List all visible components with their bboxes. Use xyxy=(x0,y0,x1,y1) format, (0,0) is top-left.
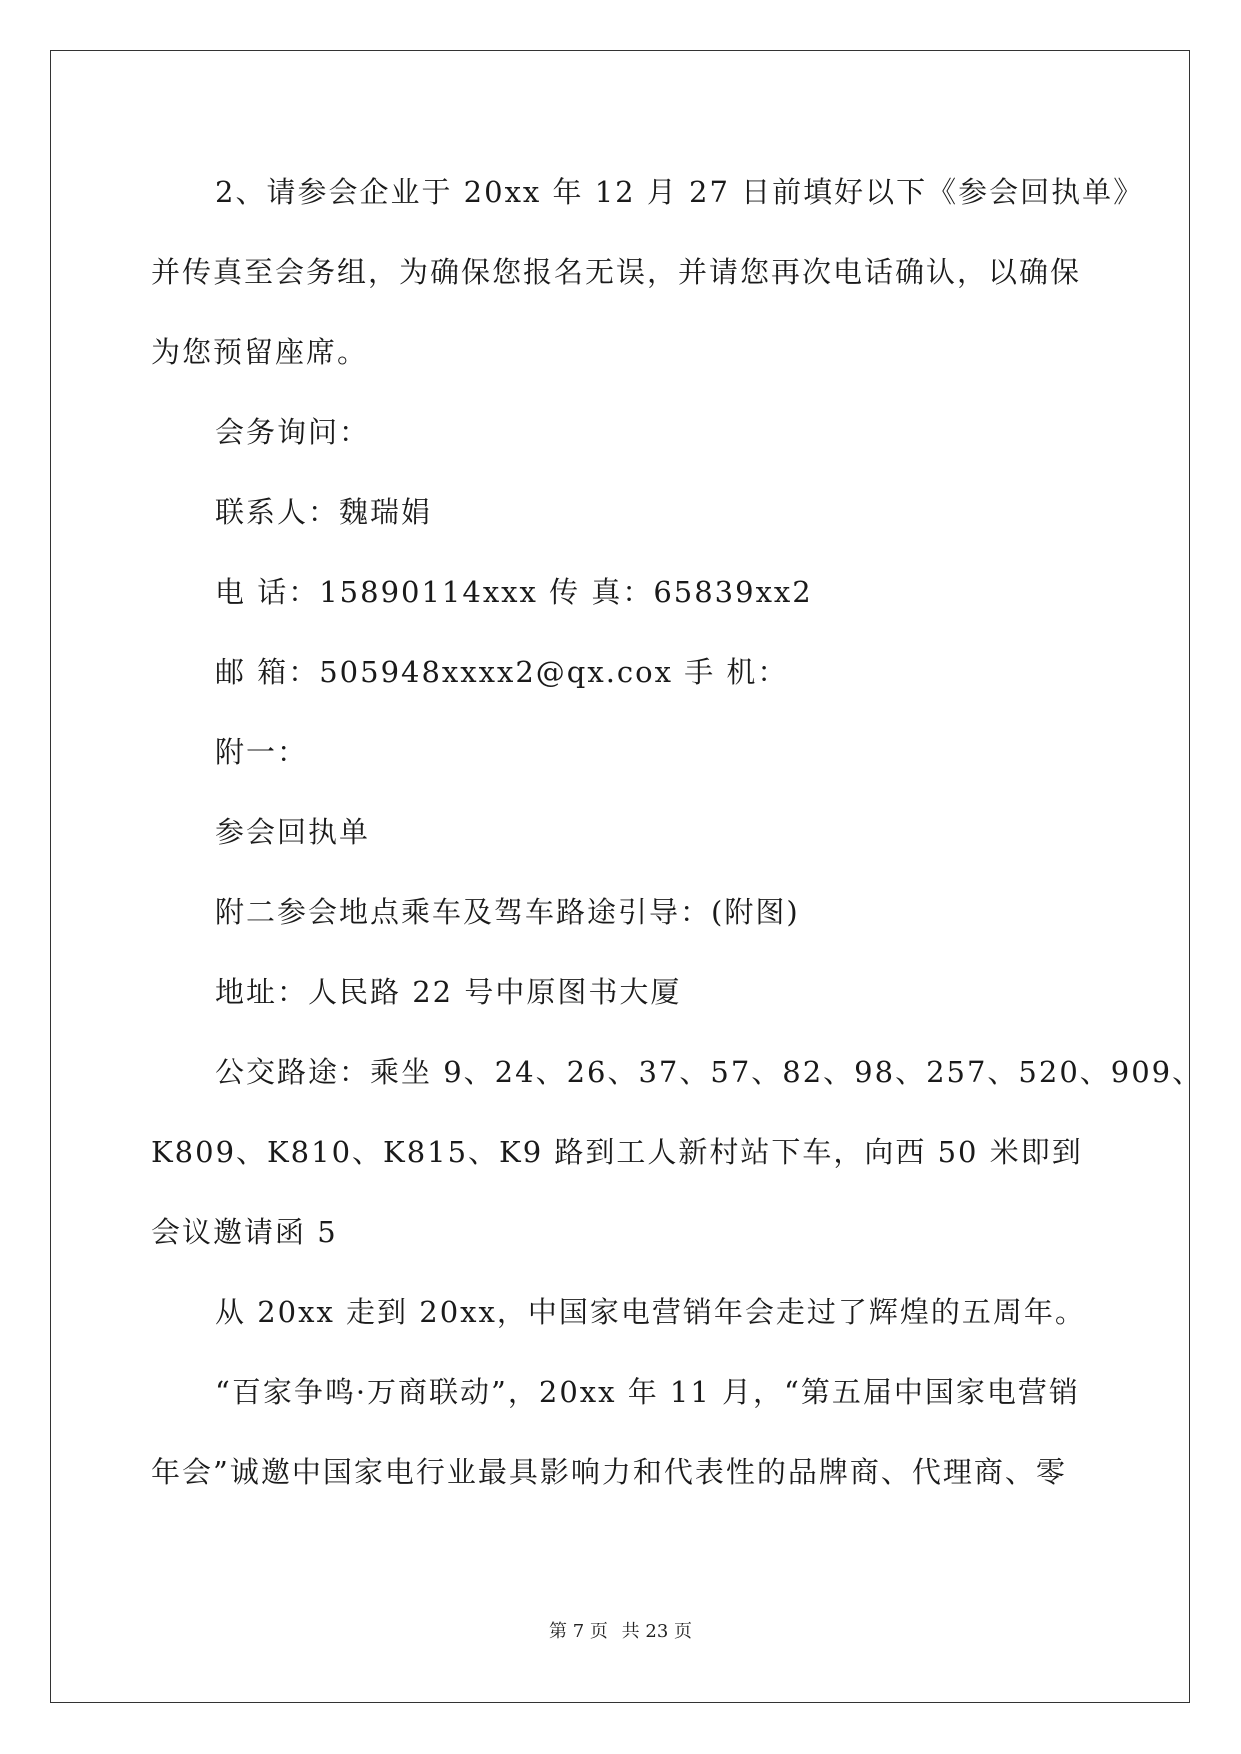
paragraph-line-10: 附二参会地点乘车及驾车路途引导：(附图) xyxy=(215,895,800,929)
paragraph-line-9: 参会回执单 xyxy=(215,815,371,849)
paragraph-line-3: 为您预留座席。 xyxy=(151,335,369,369)
paragraph-line-12: 公交路途：乘坐 9、24、26、37、57、82、98、257、520、909、 xyxy=(215,1055,1204,1089)
paragraph-line-7: 邮 箱：505948xxxx2@qx.cox 手 机： xyxy=(215,655,789,689)
page-number: 第 7 页 xyxy=(549,1621,608,1642)
paragraph-line-2: 并传真至会务组，为确保您报名无误，并请您再次电话确认，以确保 xyxy=(151,255,1082,289)
section-heading: 会议邀请函 5 xyxy=(151,1215,338,1249)
paragraph-line-13: K809、K810、K815、K9 路到工人新村站下车，向西 50 米即到 xyxy=(151,1135,1083,1169)
paragraph-line-5: 联系人：魏瑞娟 xyxy=(215,495,433,529)
total-pages: 共 23 页 xyxy=(621,1621,692,1642)
paragraph-line-17: 年会”诚邀中国家电行业最具影响力和代表性的品牌商、代理商、零 xyxy=(151,1455,1067,1489)
paragraph-line-8: 附一： xyxy=(215,735,309,769)
paragraph-line-16: “百家争鸣·万商联动”，20xx 年 11 月，“第五届中国家电营销 xyxy=(215,1375,1080,1409)
paragraph-line-11: 地址：人民路 22 号中原图书大厦 xyxy=(215,975,682,1009)
paragraph-line-1: 2、请参会企业于 20xx 年 12 月 27 日前填好以下《参会回执单》 xyxy=(215,175,1145,209)
paragraph-line-15: 从 20xx 走到 20xx，中国家电营销年会走过了辉煌的五周年。 xyxy=(215,1295,1086,1329)
page-footer xyxy=(0,1620,1241,1644)
paragraph-line-6: 电 话：15890114xxx 传 真：65839xx2 xyxy=(215,575,813,609)
paragraph-line-4: 会务询问： xyxy=(215,415,371,449)
